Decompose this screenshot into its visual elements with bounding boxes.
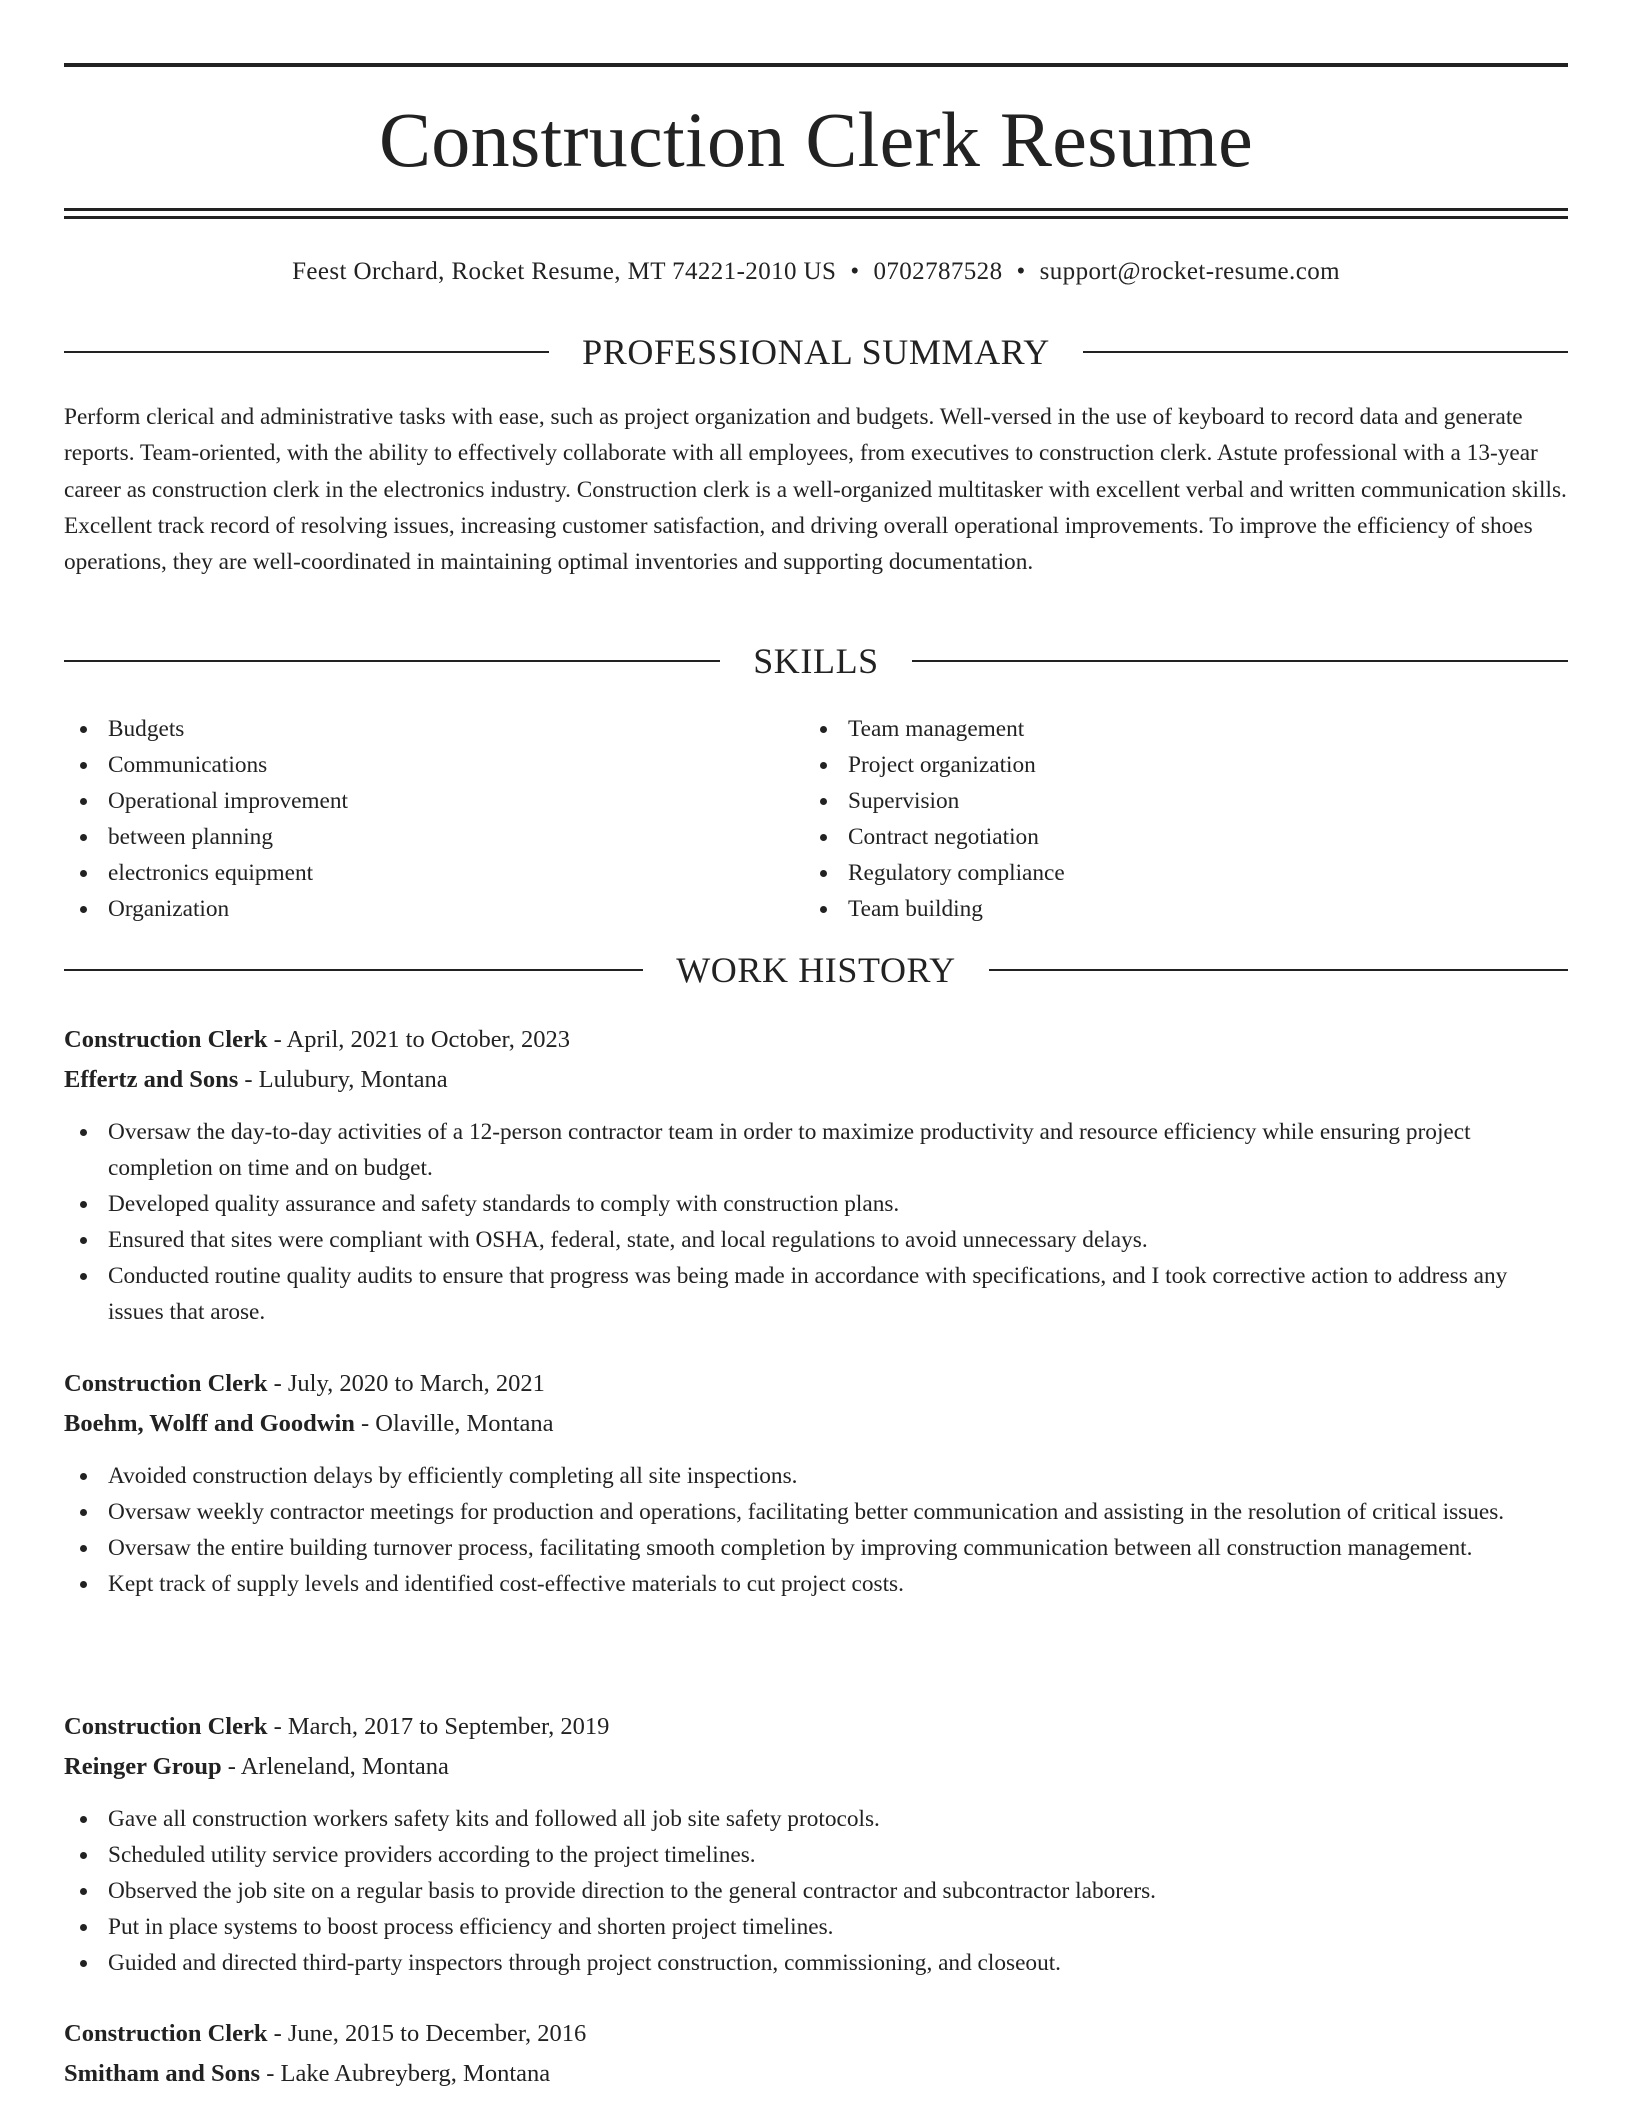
job-entry: [64, 2014, 1568, 2108]
job-location: - Olaville, Montana: [354, 1410, 554, 1437]
job-bullet-text: Put in place systems to boost process efficiency and shorten project timelines.: [108, 1914, 834, 1940]
heading-rule: [1083, 351, 1568, 353]
skill-item-text: Organization: [108, 896, 230, 922]
bullet-dot-icon: [80, 1960, 87, 1967]
contact-phone: 0702787528: [873, 258, 1003, 285]
bullet-dot-icon: [820, 762, 827, 769]
bullet-dot-icon: [80, 762, 87, 769]
skill-item: [64, 783, 764, 819]
bullet-dot-icon: [80, 1509, 87, 1516]
bullet-dot-icon: [80, 870, 87, 877]
skill-item: [804, 711, 1504, 747]
job-dates: - April, 2021 to October, 2023: [267, 1026, 570, 1053]
job-bullet-text: Gave all construction workers safety kits and followed all job site safety protocols.: [108, 1806, 880, 1832]
bullet-dot-icon: [80, 1581, 87, 1588]
header-bottom-rule: [64, 208, 1568, 211]
bullet-dot-icon: [80, 1201, 87, 1208]
section-title: WORK HISTORY: [676, 950, 956, 990]
contact-address: Feest Orchard, Rocket Resume, MT 74221-2010 US: [292, 258, 837, 285]
job-location: - Arleneland, Montana: [221, 1753, 449, 1780]
heading-rule: [64, 660, 720, 662]
bullet-dot-icon: [820, 798, 827, 805]
job-bullet: [64, 1186, 1568, 1222]
bullet-dot-icon: [80, 798, 87, 805]
contact-separator: •: [850, 258, 860, 285]
job-bullet: [64, 1114, 1568, 1186]
bullet-dot-icon: [80, 834, 87, 841]
job-title-line: [64, 1707, 1568, 1747]
job-bullet: [64, 1494, 1568, 1530]
job-title: Construction Clerk: [64, 2020, 268, 2047]
job-bullets: [64, 1458, 1568, 1602]
section-title: PROFESSIONAL SUMMARY: [582, 332, 1050, 372]
job-company: Boehm, Wolff and Goodwin: [64, 1410, 355, 1437]
contact-line: [64, 254, 1568, 290]
resume-title: Construction Clerk Resume: [378, 96, 1254, 183]
job-bullet: [64, 1222, 1568, 1258]
bullet-dot-icon: [80, 1237, 87, 1244]
bullet-dot-icon: [80, 1545, 87, 1552]
job-bullet: [64, 1530, 1568, 1566]
bullet-dot-icon: [80, 1888, 87, 1895]
job-bullet-text: Observed the job site on a regular basis to provide direction to the general contractor and subcontractor laborers.: [108, 1878, 1156, 1904]
skill-item: [64, 891, 764, 927]
skills-list: [64, 711, 764, 927]
job-location: - Lulubury, Montana: [238, 1066, 448, 1093]
bullet-dot-icon: [80, 1273, 87, 1280]
skill-item-text: between planning: [108, 824, 273, 850]
skill-item: [804, 891, 1504, 927]
skills-heading: [64, 638, 1568, 684]
heading-rule: [912, 660, 1568, 662]
job-bullet-text: Ensured that sites were compliant with OSHA, federal, state, and local regulations to avoid unnecessary delays.: [108, 1227, 1148, 1253]
job-company-line: [64, 1060, 1568, 1100]
job-bullet: [64, 1801, 1568, 1837]
job-company: Effertz and Sons: [64, 1066, 239, 1093]
heading-rule: [64, 351, 549, 353]
bullet-dot-icon: [820, 870, 827, 877]
skill-item-text: Supervision: [848, 788, 960, 814]
header-top-rule: [64, 63, 1568, 67]
skill-item-text: Team management: [848, 716, 1025, 742]
skill-item: [64, 855, 764, 891]
job-dates: - March, 2017 to September, 2019: [267, 1713, 610, 1740]
contact-separator: •: [1016, 258, 1026, 285]
job-entry: [64, 1020, 1568, 1330]
bullet-dot-icon: [80, 1924, 87, 1931]
skill-item: [804, 783, 1504, 819]
job-bullets: [64, 1801, 1568, 1981]
job-company-line: [64, 2054, 1568, 2094]
job-bullet: [64, 1458, 1568, 1494]
job-bullet-text: Oversaw weekly contractor meetings for production and operations, facilitating better communication and assisting in the resolution of critical issues.: [108, 1499, 1505, 1525]
job-title-line: [64, 1020, 1568, 1060]
job-title: Construction Clerk: [64, 1713, 268, 1740]
bullet-dot-icon: [80, 1473, 87, 1480]
job-bullet-text: Guided and directed third-party inspectors through project construction, commissioning, and closeout.: [108, 1950, 1062, 1976]
job-title: Construction Clerk: [64, 1370, 268, 1397]
skill-item-text: Regulatory compliance: [848, 860, 1065, 886]
job-dates: - July, 2020 to March, 2021: [267, 1370, 545, 1397]
job-bullet: [64, 1909, 1568, 1945]
job-company-line: [64, 1404, 1568, 1444]
skill-item: [804, 855, 1504, 891]
job-entry: [64, 1364, 1568, 1602]
job-bullet-text: Scheduled utility service providers according to the project timelines.: [108, 1842, 756, 1868]
job-bullet-text: Oversaw the day-to-day activities of a 12-person contractor team in order to maximize productivity and resource efficiency while ensuring project completion on time and on budget.: [108, 1119, 1471, 1181]
bullet-dot-icon: [820, 906, 827, 913]
job-title-line: [64, 1364, 1568, 1404]
job-bullet: [64, 1258, 1568, 1330]
skill-item-text: Project organization: [848, 752, 1036, 778]
job-bullet-text: Kept track of supply levels and identified cost-effective materials to cut project costs.: [108, 1571, 904, 1597]
skill-item-text: Budgets: [108, 716, 185, 742]
header-bottom-rule: [64, 216, 1568, 219]
bullet-dot-icon: [80, 1129, 87, 1136]
summary-paragraph: Perform clerical and administrative tasks with ease, such as project organization and budgets. Well-versed in the use of keyboard to record data and generate reports. Team-oriented, with the ability to effectively collaborate with all employees, from executives to construction clerk. Astute professional with a 13-year career as construction clerk in the electronics industry. Construction clerk is a well-organized multitasker with excellent verbal and written communication skills. Excellent track record of resolving issues, increasing customer satisfaction, and driving overall operational improvements. To improve the efficiency of shoes operations, they are well-coordinated in maintaining optimal inventories and supporting documentation.: [64, 404, 1567, 576]
skill-item-text: electronics equipment: [108, 860, 314, 886]
skill-item: [804, 819, 1504, 855]
job-bullet: [64, 1837, 1568, 1873]
bullet-dot-icon: [820, 726, 827, 733]
job-dates: - June, 2015 to December, 2016: [267, 2020, 587, 2047]
bullet-dot-icon: [80, 726, 87, 733]
job-company: Smitham and Sons: [64, 2060, 261, 2087]
summary-heading: [64, 329, 1568, 375]
skills-column-left: [64, 711, 764, 927]
job-bullet-text: Developed quality assurance and safety standards to comply with construction plans.: [108, 1191, 900, 1217]
job-location: - Lake Aubreyberg, Montana: [260, 2060, 551, 2087]
heading-rule: [989, 969, 1568, 971]
job-bullet-text: Oversaw the entire building turnover process, facilitating smooth completion by improving communication between all construction management.: [108, 1535, 1473, 1561]
skill-item-text: Operational improvement: [108, 788, 349, 814]
skill-item: [64, 711, 764, 747]
job-company-line: [64, 1747, 1568, 1787]
skill-item-text: Communications: [108, 752, 268, 778]
skills-column-right: [804, 711, 1504, 927]
bullet-dot-icon: [820, 834, 827, 841]
skills-list: [804, 711, 1504, 927]
job-title: Construction Clerk: [64, 1026, 268, 1053]
skill-item: [64, 747, 764, 783]
job-title-line: [64, 2014, 1568, 2054]
job-bullet-text: Avoided construction delays by efficiently completing all site inspections.: [108, 1463, 798, 1489]
job-bullet: [64, 1873, 1568, 1909]
job-entry: [64, 1707, 1568, 1981]
skill-item: [804, 747, 1504, 783]
bullet-dot-icon: [80, 1852, 87, 1859]
job-bullets: [64, 1114, 1568, 1330]
skill-item-text: Team building: [848, 896, 983, 922]
section-title: SKILLS: [753, 641, 879, 681]
bullet-dot-icon: [80, 906, 87, 913]
heading-rule: [64, 969, 643, 971]
bullet-dot-icon: [80, 1816, 87, 1823]
job-bullet: [64, 1566, 1568, 1602]
job-bullet: [64, 1945, 1568, 1981]
work-history-heading: [64, 947, 1568, 993]
skill-item: [64, 819, 764, 855]
job-bullet-text: Conducted routine quality audits to ensure that progress was being made in accordance with specifications, and I took corrective action to address any issues that arose.: [108, 1263, 1508, 1325]
job-company: Reinger Group: [64, 1753, 222, 1780]
skill-item-text: Contract negotiation: [848, 824, 1039, 850]
contact-email[interactable]: support@rocket-resume.com: [1039, 258, 1340, 285]
